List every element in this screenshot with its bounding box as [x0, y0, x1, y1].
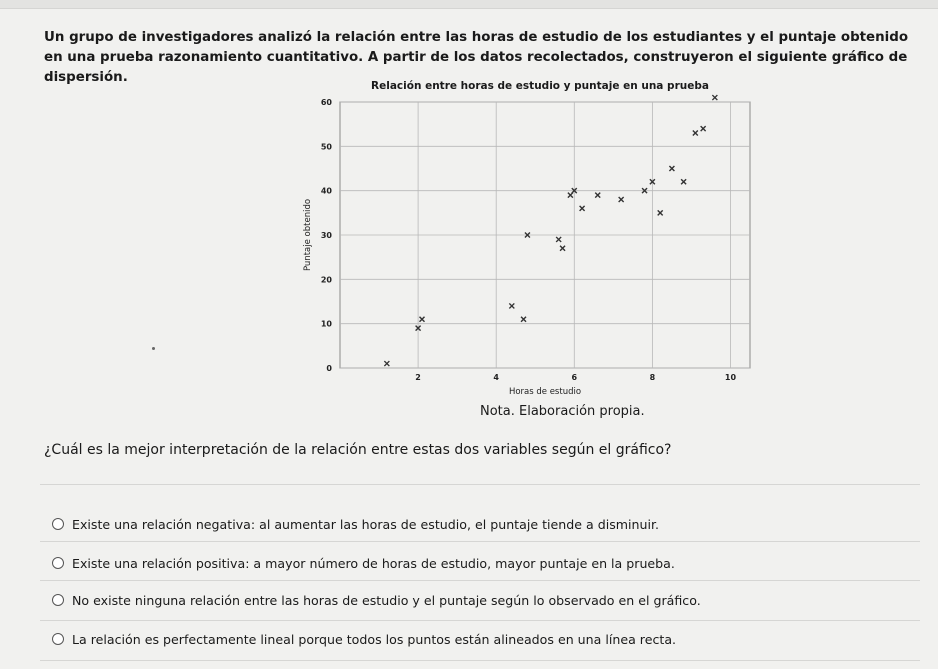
x-axis-label: Horas de estudio: [508, 387, 582, 397]
option-label: Existe una relación positiva: a mayor número de horas de estudio, mayor puntaje en la prueba.: [72, 555, 675, 571]
separator: [40, 580, 920, 581]
x-tick-label: 8: [649, 373, 656, 382]
separator: [40, 484, 920, 485]
intro-text: Un grupo de investigadores analizó la relación entre las horas de estudio de los estudiantes y el puntaje obtenido en una prueba razonamiento cuantitativo. A partir de los datos recolectados, construyeron el siguiente gráfico de dispersión.: [44, 30, 909, 85]
chart-title: Relación entre horas de estudio y puntaje en una prueba: [371, 80, 709, 92]
data-point: [595, 193, 600, 198]
option-label: No existe ninguna relación entre las horas de estudio y el puntaje según lo observado en el gráfico.: [72, 592, 701, 608]
data-point: [384, 361, 389, 366]
separator: [40, 620, 920, 621]
y-tick-label: 0: [326, 364, 332, 373]
data-point: [693, 131, 698, 136]
data-point: [681, 179, 686, 184]
y-tick-label: 50: [320, 142, 332, 152]
option-label: Existe una relación negativa: al aumentar las horas de estudio, el puntaje tiende a disminuir.: [72, 516, 660, 532]
x-tick-label: 2: [415, 373, 421, 382]
data-point: [712, 95, 717, 100]
data-point: [580, 206, 585, 211]
data-point: [509, 303, 514, 308]
data-point: [658, 210, 663, 215]
chart-note: Nota. Elaboración propia.: [480, 404, 645, 419]
separator: [40, 541, 920, 542]
top-bar: [0, 0, 938, 9]
data-point: [669, 166, 674, 171]
y-tick-label: 20: [320, 275, 332, 285]
x-tick-label: 4: [493, 373, 499, 382]
y-tick-label: 60: [320, 98, 332, 107]
data-point: [701, 126, 706, 131]
radio-icon[interactable]: [52, 594, 64, 606]
y-tick-label: 30: [320, 231, 332, 240]
option-no-relation[interactable]: [52, 587, 701, 613]
data-point: [521, 317, 526, 322]
data-point: [560, 246, 565, 251]
y-axis-label: Puntaje obtenido: [303, 198, 313, 272]
radio-icon[interactable]: [52, 518, 64, 530]
option-label: La relación es perfectamente lineal porque todos los puntos están alineados en una línea recta.: [72, 631, 677, 647]
option-positive[interactable]: [52, 550, 675, 576]
x-tick-label: 10: [724, 373, 737, 382]
x-tick-label: 6: [571, 373, 578, 382]
y-tick-label: 40: [320, 186, 332, 196]
data-point: [619, 197, 624, 202]
scatter-chart: [290, 80, 770, 410]
radio-icon[interactable]: [52, 557, 64, 569]
chart-svg: [290, 80, 770, 410]
option-perfect-linear[interactable]: [52, 626, 676, 652]
data-point: [556, 237, 561, 242]
data-point: [420, 317, 425, 322]
question-text: ¿Cuál es la mejor interpretación de la relación entre estas dos variables según el gráfico?: [44, 442, 672, 458]
decorative-dot: [152, 347, 155, 350]
radio-icon[interactable]: [52, 633, 64, 645]
option-negative[interactable]: [52, 511, 659, 537]
separator: [40, 660, 920, 661]
y-tick-label: 10: [320, 319, 332, 329]
